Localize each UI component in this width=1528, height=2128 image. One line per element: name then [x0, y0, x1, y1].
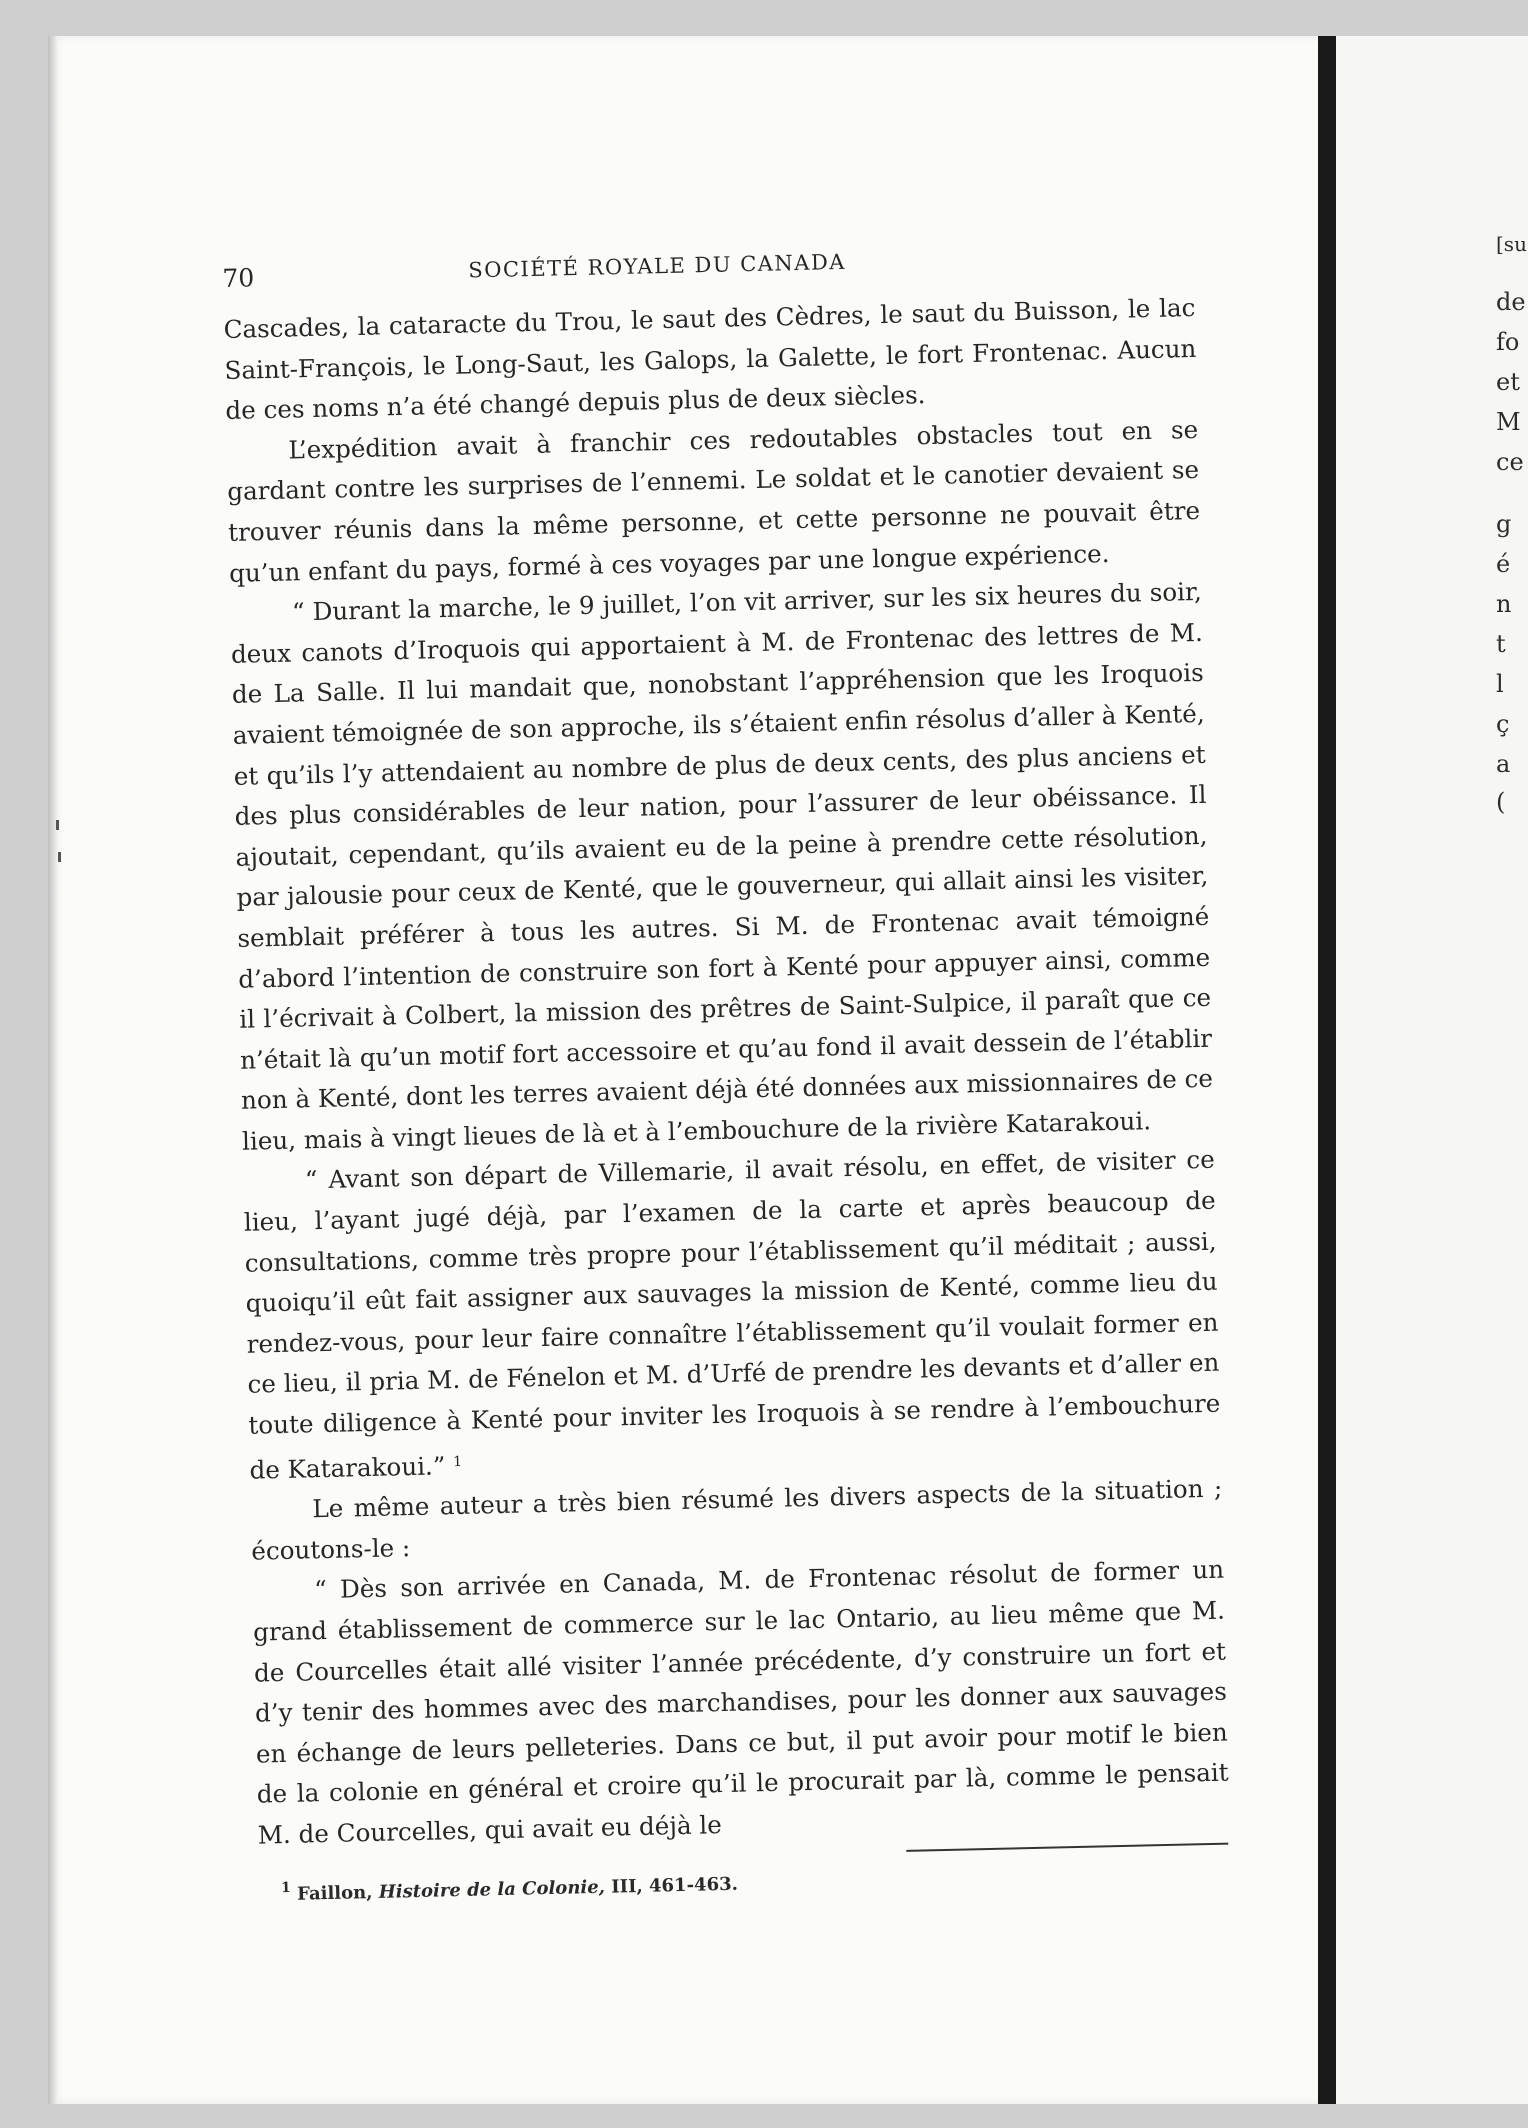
- footnote-rule: [906, 1842, 1228, 1851]
- facing-line-fragment: (: [1496, 788, 1506, 816]
- footnote-number: 1: [280, 1879, 291, 1896]
- facing-line-fragment: g: [1496, 510, 1512, 538]
- body-text: [223, 288, 1230, 1856]
- page-number: 70: [222, 263, 255, 293]
- margin-speck: [56, 820, 59, 830]
- book-gutter: [1318, 36, 1336, 2104]
- paragraph: Le même auteur a très bien résumé les divers aspects de la situation ; écoutons-le :: [251, 1473, 1223, 1566]
- paragraph: “ Durant la marche, le 9 juillet, l’on vit arriver, sur les six heures du soir, deux canots d’Iroquois qui apportaient à M. de Frontenac des lettres de M. de La Salle. Il lui mandait que, nonobstant l’appréhension que les Iroquois avaient témoignée de son approche, ils s’étaient enfin résolus d’aller à Kenté, et qu’ils l’y attendaient au nombre de plus de deux cents, des plus anciens et des plus considérables de leur nation, pour l’assurer de leur obéissance. Il ajoutait, cependant, qu’ils avaient eu de la peine à prendre cette résolution, par jalousie pour ceux de Kenté, que le gouverneur, qui allait ainsi les visiter, semblait préférer à tous les autres. Si M. de Frontenac avait témoigné d’abord l’intention de construire son fort à Kenté pour appuyer ainsi, comme il l’écrivait à Colbert, la mission des prêtres de Saint-Sulpice, il paraît que ce n’était là qu’un motif fort accessoire et qu’au fond il avait dessein de l’établir non à Kenté, dont les terres avaient déjà été données aux missionnaires de ce lieu, mais à vingt lieues de là et à l’embouchure de la rivière Katarakoui.: [230, 577, 1214, 1156]
- facing-line-fragment: ce: [1496, 448, 1524, 476]
- footnote-title: Histoire de la Colonie,: [378, 1876, 606, 1903]
- paragraph: “ Dès son arrivée en Canada, M. de Frontenac résolut de former un grand établissement de commerce sur le lac Ontario, au lieu même que M. de Courcelles était allé visiter l’année précédente, d’y construire un fort et d’y tenir des hommes avec des marchandises, pour les donner aux sauvages en échange de leurs pelleteries. Dans ce but, il put avoir pour motif le bien de la colonie en général et croire qu’il le procurait par là, comme le pensait M. de Courcelles, qui avait eu déjà le: [252, 1555, 1229, 1850]
- facing-line-fragment: é: [1496, 550, 1511, 578]
- facing-line-fragment: l: [1496, 670, 1504, 698]
- facing-line-fragment: et: [1496, 368, 1520, 396]
- paragraph: L’expédition avait à franchir ces redoutables obstacles tout en se gardant contre les surprises de l’ennemi. Le soldat et le canotier devaient se trouver réunis dans la même personne, et cette personne ne pouvait être qu’un enfant du pays, formé à ces voyages par une longue expérience.: [226, 414, 1201, 588]
- paragraph-text: “ Avant son départ de Villemarie, il avait résolu, en effet, de visiter ce lieu, l’ayant jugé déjà, par l’examen de la carte et après beaucoup de consultations, comme très propre pour l’établissement qu’il méditait ; aussi, quoiqu’il eût fait assigner aux sauvages la mission de Kenté, comme lieu du rendez-vous, pour leur faire connaître l’établissement qu’il voulait former en ce lieu, il pria M. de Fénelon et M. d’Urfé de prendre les devants et d’aller en toute diligence à Kenté pour inviter les Iroquois à se rendre à l’embouchure de Katarakoui.”: [243, 1145, 1221, 1485]
- facing-line-fragment: a: [1496, 750, 1511, 778]
- facing-line-fragment: M: [1496, 408, 1521, 436]
- facing-line-fragment: de: [1496, 288, 1526, 316]
- facing-running-head: [su: [1496, 232, 1527, 256]
- facing-line-fragment: fo: [1496, 328, 1520, 356]
- margin-speck: [58, 852, 61, 862]
- page-text-block: [222, 236, 1231, 1905]
- footnote-author: Faillon,: [296, 1881, 373, 1905]
- facing-line-fragment: t: [1496, 630, 1506, 658]
- footnote-reference: III, 461-463.: [610, 1873, 739, 1898]
- page-edge-shadow: [48, 36, 58, 2104]
- paragraph: [243, 1140, 1222, 1491]
- paragraph: Cascades, la cataracte du Trou, le saut des Cèdres, le saut du Buisson, le lac Saint-François, le Long-Saut, les Galops, la Galette, le fort Frontenac. Aucun de ces noms n’a été changé depuis plus de deux siècles.: [223, 292, 1197, 426]
- facing-line-fragment: n: [1496, 590, 1512, 618]
- journal-title: SOCIÉTÉ ROYALE DU CANADA: [468, 249, 847, 283]
- footnote-marker: 1: [452, 1453, 463, 1470]
- facing-line-fragment: ç: [1496, 710, 1510, 738]
